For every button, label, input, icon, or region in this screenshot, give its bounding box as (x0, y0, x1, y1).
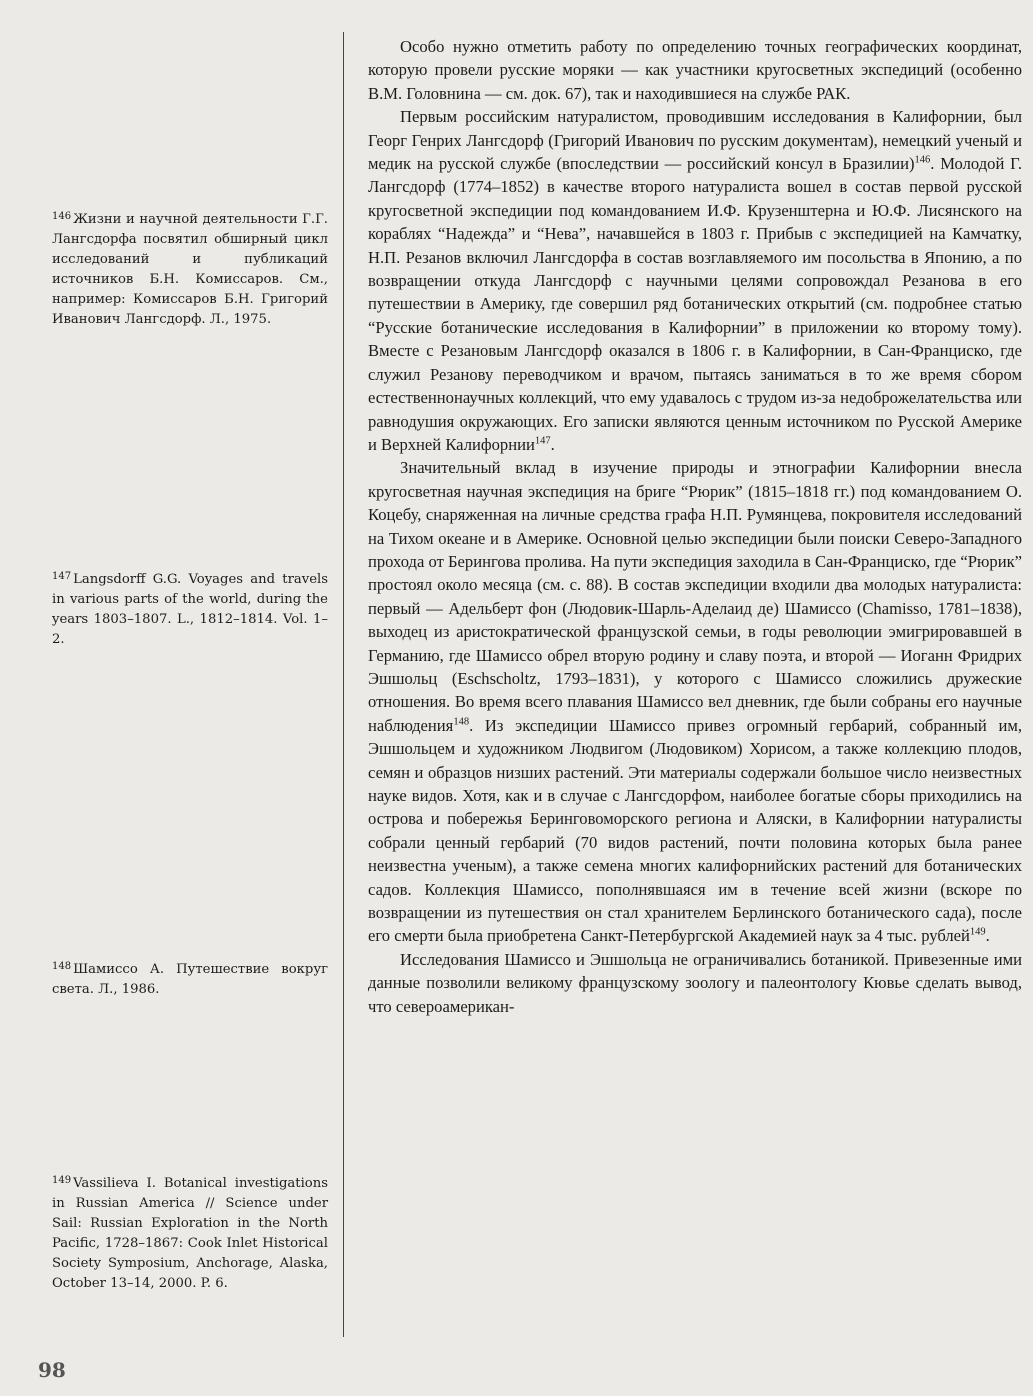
paragraph-text: . (985, 926, 990, 946)
footnote-number: 147 (52, 571, 72, 582)
footnote-number: 149 (52, 1175, 72, 1186)
paragraph-text: Исследования Шамиссо и Эшшольца не ограничивались ботаникой. Привезенные ими данные позволили великому французскому зоологу и палеонтологу Кювье сделать вывод, что североамерикан- (368, 949, 1022, 1016)
footnote-ref-149: 149 (969, 926, 986, 938)
paragraph-1 (368, 35, 1022, 105)
footnote-text: Шамиссо А. Путешествие вокруг света. Л., 1986. (52, 962, 328, 997)
footnote-number: 148 (52, 961, 72, 972)
footnote-text: Langsdorff G.G. Voyages and travels in various parts of the world, during the years 1803–1807. L., 1812–1814. Vol. 1–2. (52, 572, 328, 647)
paragraph-text: . (550, 434, 555, 454)
footnote-147 (52, 567, 328, 650)
column-divider (343, 32, 344, 1337)
footnote-149 (52, 1171, 328, 1294)
page-number: 98 (38, 1358, 66, 1382)
footnote-148 (52, 957, 328, 1000)
paragraph-3 (368, 456, 1022, 948)
paragraph-4 (368, 948, 1022, 1018)
paragraph-text: Особо нужно отметить работу по определению точных географических координат, которую провели русские моряки — как участники кругосветных экспедиций (особенно В.М. Головнина — см. док. 67), так и находившиеся на службе РАК. (368, 37, 1022, 103)
footnote-ref-146: 146 (914, 154, 931, 166)
footnote-text: Vassilieva I. Botanical investigations in Russian America // Science under Sail: Russian Exploration in the North Pacific, 1728–1867: Cook Inlet Historical Society Symposium, Anchorage, Alaska, October 13–14, 2000. P. 6. (52, 1176, 328, 1291)
main-text-column (368, 35, 1022, 1018)
footnote-ref-148: 148 (453, 716, 470, 728)
footnote-ref-147: 147 (534, 435, 551, 447)
paragraph-text: . Молодой Г. Лангсдорф (1774–1852) в качестве второго натуралиста вошел в состав первой русской кругосветной экспедиции под командованием И.Ф. Крузенштерна и Ю.Ф. Лисянского на кораблях “Надежда” и “Нева”, начавшейся в 1803 г. Прибыв с экспедицией на Камчатку, Н.П. Резанов включил Лангсдорфа в состав возглавляемого им посольства в Японию, а по возвращении откуда Лангсдорф с научными целями сопровождал Резанова в его путешествии в Америку, где совершил ряд ботанических открытий (см. подробнее статью “Русские ботанические исследования в Калифорнии” в приложении ко второму тому). Вместе с Резановым Лангсдорф оказался в 1806 г. в Калифорнии, в Сан-Франциско, где служил Резанову переводчиком и врачом, пытаясь заниматься в то же время сбором естественнонаучных коллекций, что ему удавалось с трудом из-за недоброжелательства или равнодушия окружающих. Его записки являются ценным источником по Русской Америке и Верхней Калифорнии (368, 154, 1022, 454)
footnote-text: Жизни и научной деятельности Г.Г. Лангсдорфа посвятил обширный цикл исследований и публикаций источников Б.Н. Комиссаров. См., например: Комиссаров Б.Н. Григорий Иванович Лангсдорф. Л., 1975. (52, 212, 328, 327)
paragraph-2 (368, 105, 1022, 456)
paragraph-text: Значительный вклад в изучение природы и этнографии Калифорнии внесла кругосветная научная экспедиция на бриге “Рюрик” (1815–1818 гг.) под командованием О. Коцебу, снаряженная на личные средства графа Н.П. Румянцева, покровителя исследований на Тихом океане и в Америке. Основной целью экспедиции были поиски Северо-Западного прохода от Берингова пролива. На пути экспедиция заходила в Сан-Франциско, где “Рюрик” простоял около месяца (см. с. 88). В состав экспедиции входили два молодых натуралиста: первый — Адельберт фон (Людовик-Шарль-Аделаид де) Шамиссо (Chamisso, 1781–1838), выходец из аристократической французской семьи, в годы революции эмигрировавшей в Германию, где Шамиссо обрел вторую родину и славу поэта, и второй — Иоганн Фридрих Эшшольц (Eschscholtz, 1793–1831), у которого с Шамиссо сложились дружеские отношения. Во время всего плавания Шамиссо вел дневник, где были собраны его научные наблюдения (368, 458, 1022, 735)
paragraph-text: Первым российским натуралистом, проводившим исследования в Калифорнии, был Георг Генрих Лангсдорф (Григорий Иванович по русским документам), немецкий ученый и медик на русской службе (впоследствии — российский консул в Бразилии) (368, 107, 1022, 174)
footnote-number: 146 (52, 211, 72, 222)
footnote-146 (52, 207, 328, 330)
paragraph-text: . Из экспедиции Шамиссо привез огромный гербарий, собранный им, Эшшольцем и художником Людвигом (Людовиком) Хорисом, а также коллекцию плодов, семян и образцов низших растений. Эти материалы содержали большое число неизвестных науке видов. Хотя, как и в случае с Лангсдорфом, наиболее богатые сборы приходились на острова и побережья Беринговоморского региона и Аляски, в Калифорнии натуралисты собрали ценный гербарий (70 видов растений, почти половина которых была ранее неизвестна ученым), а также семена многих калифорнийских растений для ботанических садов. Коллекция Шамиссо, пополнявшаяся им в течение всей жизни (вскоре по возвращении из путешествия он стал хранителем Берлинского ботанического сада), после его смерти была приобретена Санкт-Петербургской Академией наук за 4 тыс. рублей (368, 715, 1022, 946)
